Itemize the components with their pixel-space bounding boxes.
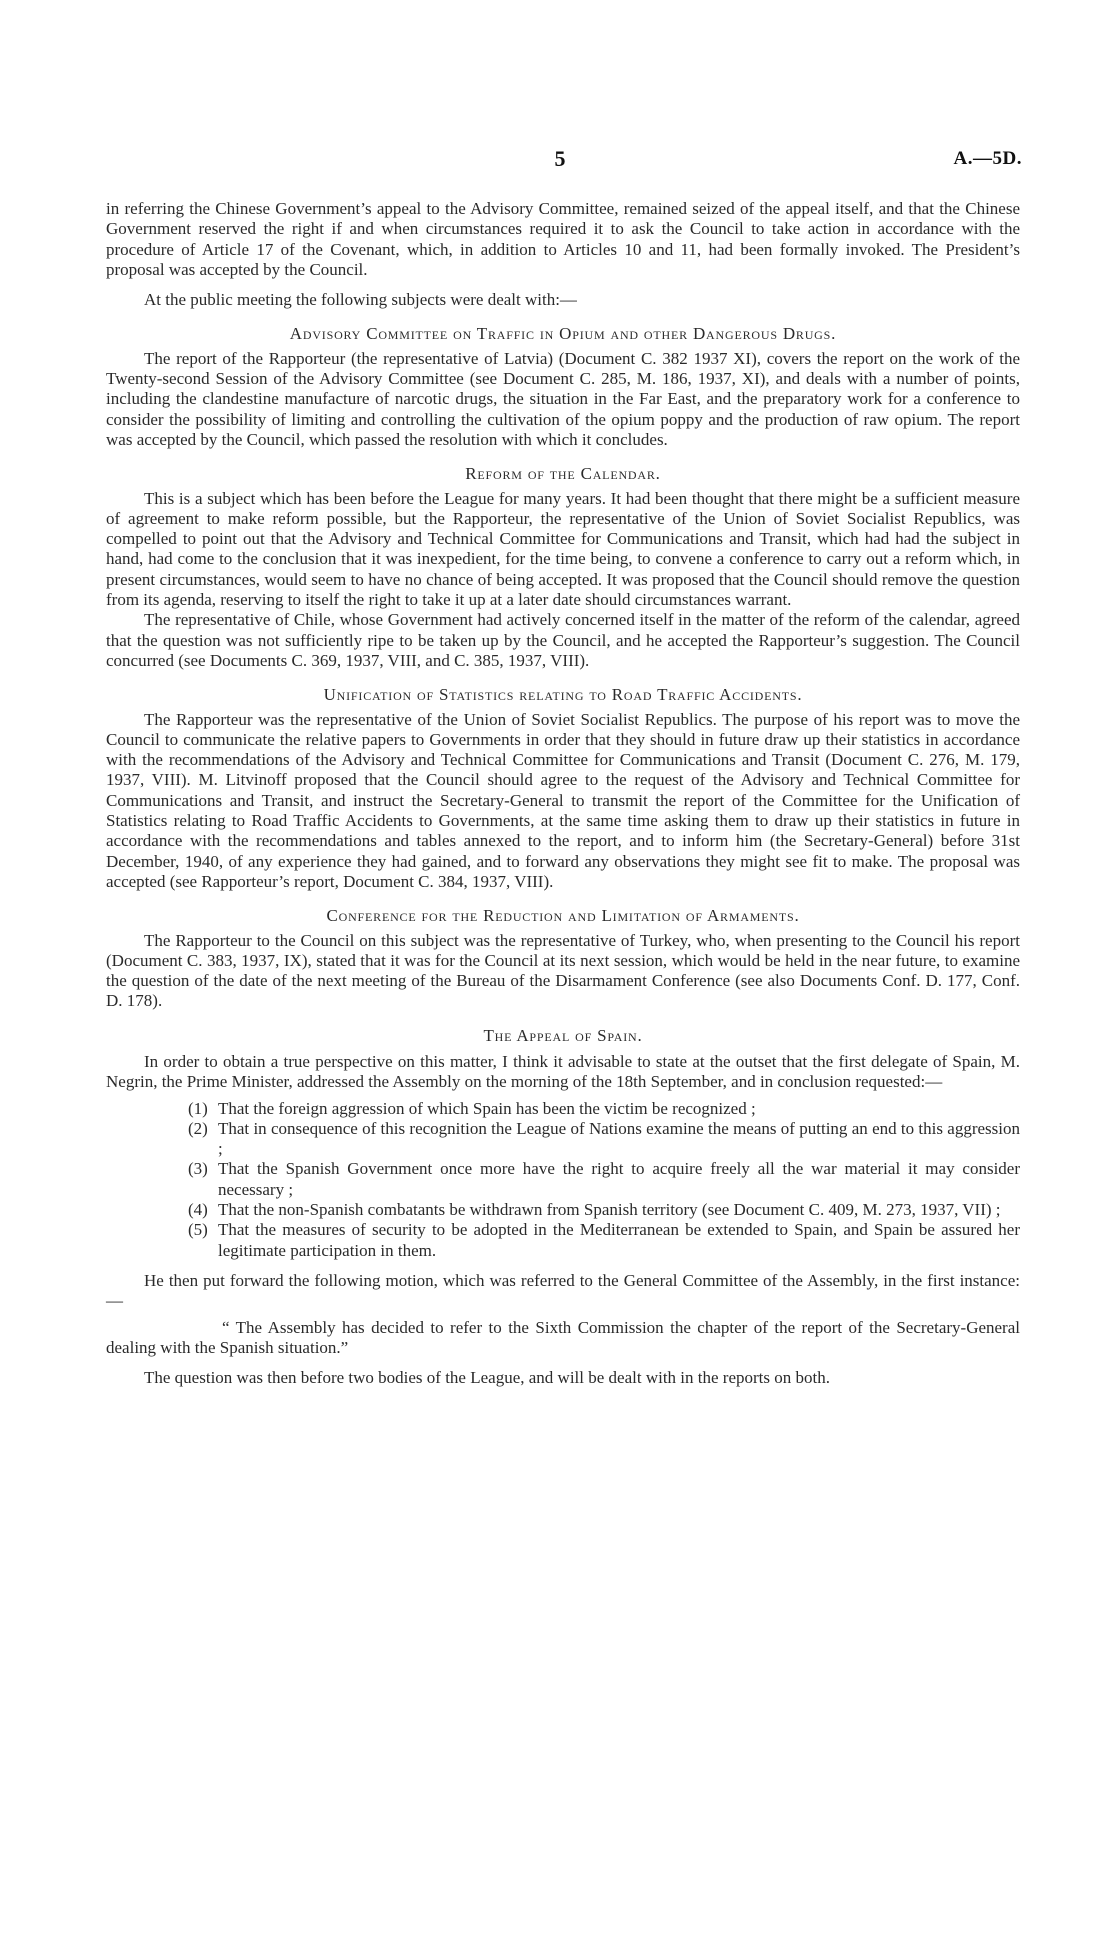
paragraph: The Rapporteur to the Council on this subject was the representative of Turkey, who, when presenting to the Council his report (Document C. 383, 1937, IX), stated that it was for the Council at its next session, which would be held in the near future, to examine the question of the date of the next meeting of the Bureau of the Disarmament Conference (see also Documents Conf. D. 177, Conf. D. 178). [106, 930, 1020, 1011]
section-heading-calendar: Reform of the Calendar. [465, 464, 661, 484]
section-heading-road-traffic: Unification of Statistics relating to Road Traffic Accidents. [323, 685, 803, 705]
list-item: (5) That the measures of security to be adopted in the Mediterranean be extended to Spain, and Spain be assured her legitimate participation in them. [188, 1220, 1020, 1260]
paragraph: The report of the Rapporteur (the representative of Latvia) (Document C. 382 1937 XI), covers the report on the work of the Twenty-second Session of the Advisory Committee (see Document C. 285, M. 186, 1937, XI), and deals with a number of points, including the clandestine manufacture of narcotic drugs, the situation in the Far East, and the preparatory work for a conference to consider the possibility of limiting and controlling the cultivation of the opium poppy and the production of raw opium. The report was accepted by the Council, which passed the resolution with which it concludes. [106, 348, 1020, 449]
paragraph: He then put forward the following motion, which was referred to the General Committee of the Assembly, in the first instance:— [106, 1270, 1020, 1311]
list-item: (1) That the foreign aggression of which Spain has been the victim be recognized ; [188, 1098, 756, 1118]
paragraph: The Rapporteur was the representative of the Union of Soviet Socialist Republics. The purpose of his report was to move the Council to communicate the relative papers to Governments in order that they should in future draw up their statistics in accordance with the recommendations of the Advisory and Technical Committee for Communications and Transit (Document C. 276, M. 179, 1937, VIII). M. Litvinoff proposed that the Council should agree to the request of the Advisory and Technical Committee for Communications and Transit, and instruct the Secretary-General to transmit the report of the Committee for the Unification of Statistics relating to Road Traffic Accidents to Governments, at the same time asking them to draw up their statistics in future in accordance with the recommendations and tables annexed to the report, and to inform him (the Secretary-General) before 31st December, 1940, of any experience they had gained, and to forward any observations they might see fit to make. The proposal was accepted (see Rapporteur’s report, Document C. 384, 1937, VIII). [106, 709, 1020, 891]
paragraph: At the public meeting the following subjects were dealt with:— [144, 290, 577, 310]
section-heading-disarmament: Conference for the Reduction and Limitation of Armaments. [326, 906, 800, 926]
paragraph: The representative of Chile, whose Government had actively concerned itself in the matter of the reform of the calendar, agreed that the question was not sufficiently ripe to be taken up by the Council, and he accepted the Rapporteur’s suggestion. The Council concurred (see Documents C. 369, 1937, VIII, and C. 385, 1937, VIII). [106, 610, 1020, 670]
list-item: (2) That in consequence of this recognition the League of Nations examine the means of putting an end to this aggression ; [188, 1118, 1020, 1159]
paragraph: This is a subject which has been before the League for many years. It had been thought that there might be a sufficient measure of agreement to make reform possible, but the Rapporteur, the representative of the Union of Soviet Socialist Republics, was compelled to point out that the Advisory and Technical Committee for Communications and Transit, which had had the subject in hand, had come to the conclusion that it was inexpedient, for the time being, to convene a conference to carry out a reform which, in present circumstances, would seem to have no chance of being accepted. It was proposed that the Council should remove the question from its agenda, reserving to itself the right to take it up at a later date should circumstances warrant. [106, 488, 1020, 610]
quoted-motion: “ The Assembly has decided to refer to the Sixth Commission the chapter of the report of the Secretary-General dealing with the Spanish situation.” [106, 1317, 1020, 1357]
document-reference: A.—5D. [953, 148, 1022, 169]
paragraph: in referring the Chinese Government’s appeal to the Advisory Committee, remained seized of the appeal itself, and that the Chinese Government reserved the right if and when circumstances required it to ask the Council to take action in accordance with the procedure of Article 17 of the Covenant, which, in addition to Articles 10 and 11, had been formally invoked. The President’s proposal was accepted by the Council. [106, 199, 1020, 279]
paragraph: The question was then before two bodies of the League, and will be dealt with in the reports on both. [144, 1368, 830, 1388]
paragraph: In order to obtain a true perspective on this matter, I think it advisable to state at the outset that the first delegate of Spain, M. Negrin, the Prime Minister, addressed the Assembly on the morning of the 18th September, and in conclusion requested:— [106, 1051, 1020, 1092]
section-heading-spain: The Appeal of Spain. [483, 1025, 643, 1045]
requests-list [106, 1099, 1020, 1261]
section-heading-opium: Advisory Committee on Traffic in Opium and other Dangerous Drugs. [289, 324, 837, 344]
list-item: (3) That the Spanish Government once more have the right to acquire freely all the war material it may consider necessary ; [188, 1159, 1020, 1199]
list-item: (4) That the non-Spanish combatants be withdrawn from Spanish territory (see Document C. 409, M. 273, 1937, VII) ; [188, 1200, 1001, 1220]
document-body [106, 199, 1020, 1388]
page-number: 5 [554, 146, 566, 171]
